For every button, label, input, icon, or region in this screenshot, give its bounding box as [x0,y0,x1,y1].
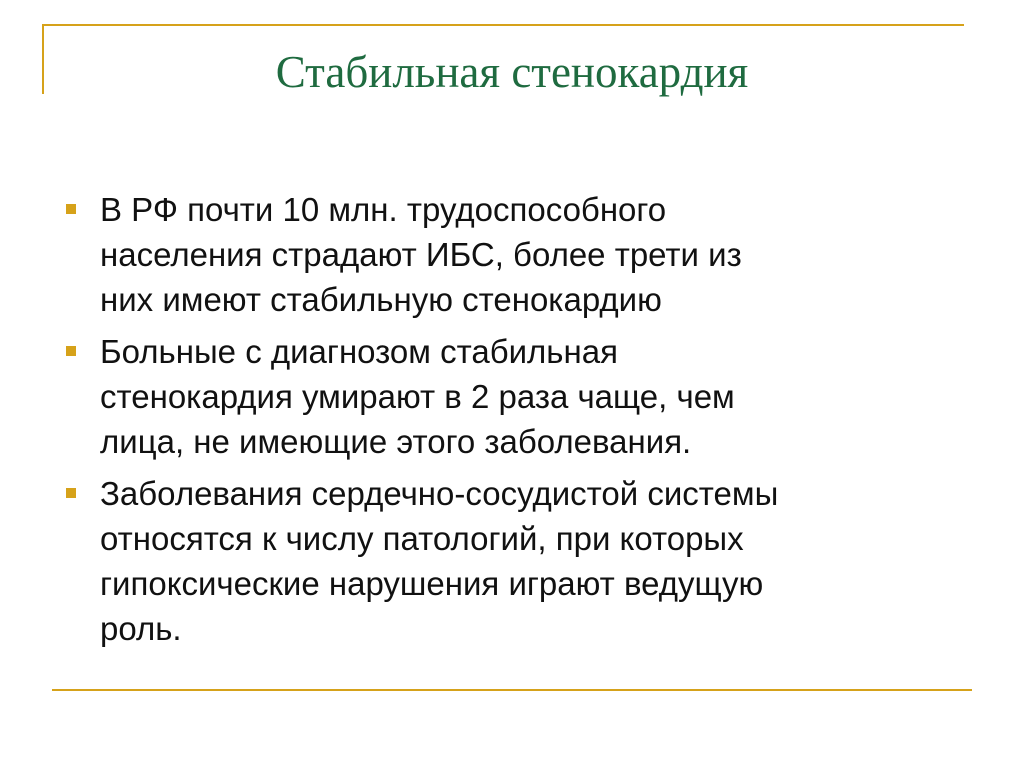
bullet-text-line: Заболевания сердечно-сосудистой системы [100,475,779,512]
bullet-text-line: роль. [100,610,182,647]
bullet-text-line: гипоксические нарушения играют ведущую [100,565,764,602]
bullet-text-line: лица, не имеющие этого заболевания. [100,423,692,460]
slide-title: Стабильная стенокардия [275,47,749,97]
bullet-text-line: относятся к числу патологий, при которых [100,520,744,557]
bullet-item [66,187,966,322]
square-bullet-icon [66,488,76,498]
frame-bottom-line [52,689,972,691]
bullet-text-line: Больные с диагнозом стабильная [100,333,618,370]
bullet-text-line: населения страдают ИБС, более трети из [100,236,742,273]
bullet-text-line: стенокардия умирают в 2 раза чаще, чем [100,378,735,415]
frame-top-line [42,24,964,26]
bullet-text-line: них имеют стабильную стенокардию [100,281,662,318]
square-bullet-icon [66,346,76,356]
bullet-item [66,471,966,651]
bullet-list [66,187,966,658]
bullet-text-line: В РФ почти 10 млн. трудоспособного [100,191,667,228]
bullet-item [66,329,966,464]
square-bullet-icon [66,204,76,214]
